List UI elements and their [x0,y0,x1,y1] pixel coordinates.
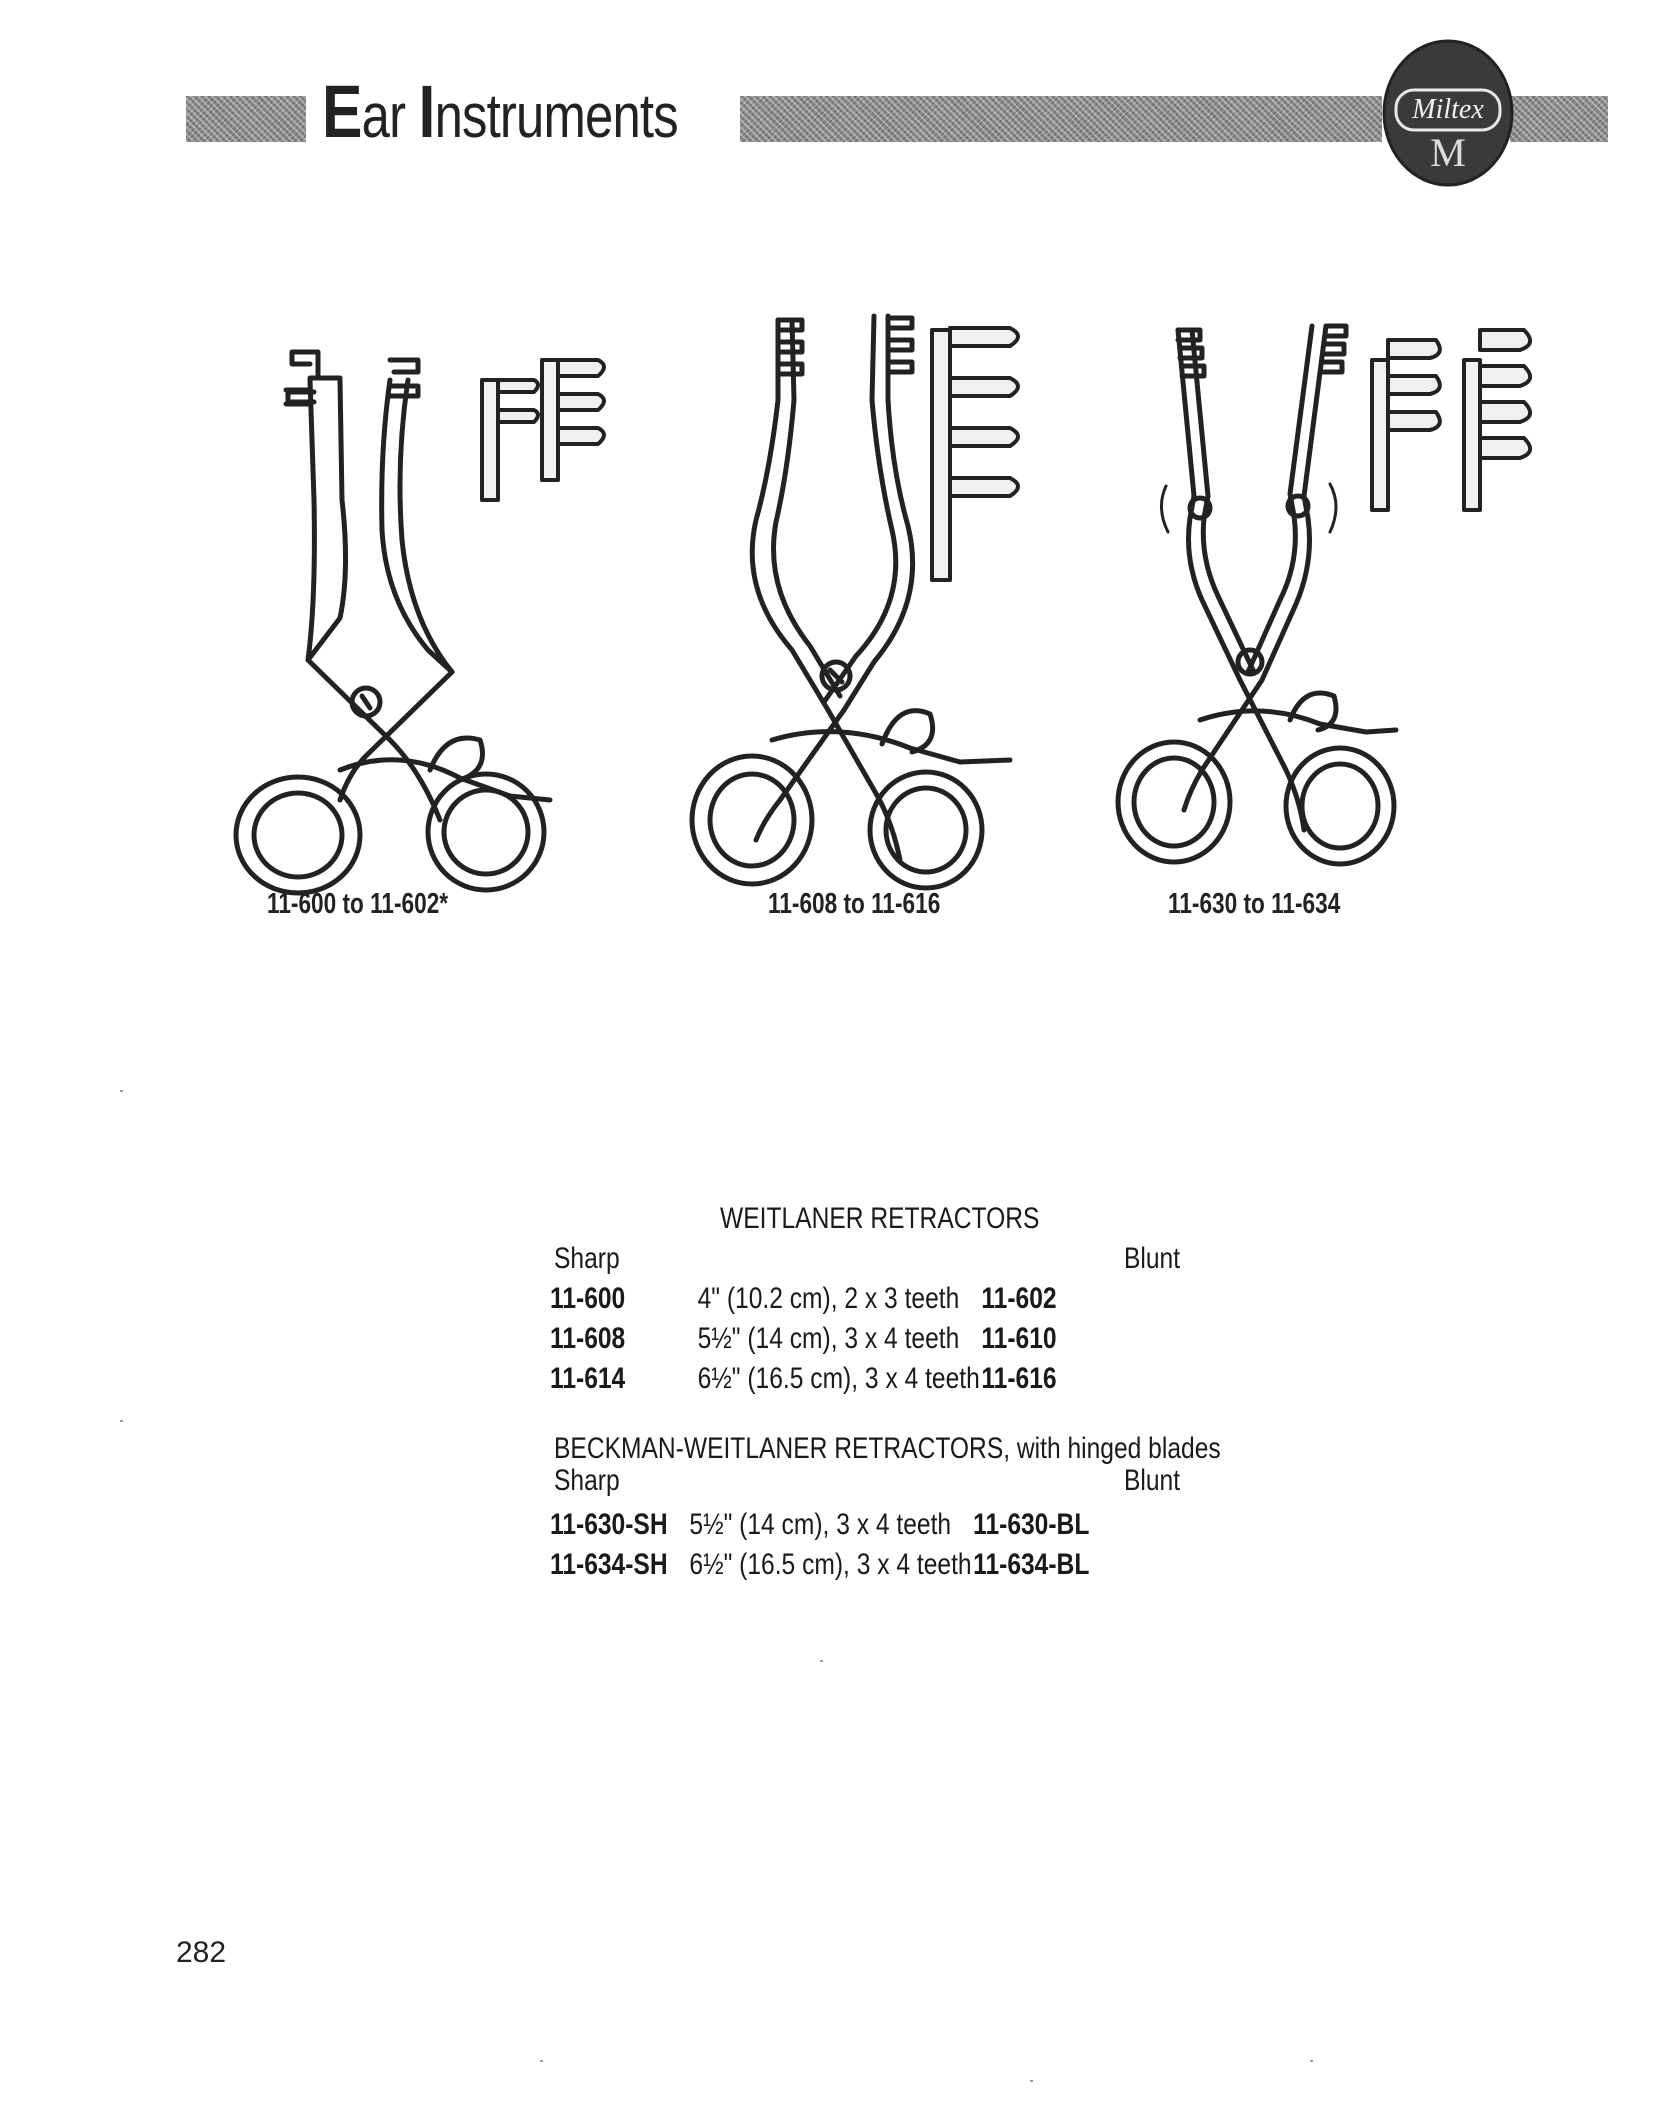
page-number: 282 [176,1936,227,1969]
beckman-heading: BECKMAN-WEITLANER RETRACTORS, with hinged blades [554,1432,1221,1465]
header-bar-middle [740,96,1382,142]
scan-speck [1030,2080,1033,2082]
retractor-illustration-weitlaner-3x4 [660,300,1140,900]
logo-wordmark: Miltex [1412,94,1484,125]
title-word-instruments: nstruments [434,82,678,151]
beckman-sharp-label: Sharp [554,1464,620,1497]
scan-speck [820,1660,823,1662]
retractor-illustration-beckman-weitlaner [1090,300,1570,900]
table-row [550,1280,1247,1318]
size-description: 5½" (14 cm), 3 x 4 teeth [689,1508,952,1541]
title-word-ear: ar [361,82,419,151]
table-row [550,1546,1247,1584]
sharp-catalog-number: 11-630-SH [550,1508,668,1541]
blunt-catalog-number: 11-602 [981,1282,1057,1315]
blunt-catalog-number: 11-630-BL [973,1508,1090,1541]
size-description: 6½" (16.5 cm), 3 x 4 teeth [689,1548,972,1581]
page-title [322,72,678,152]
instrument-caption-1: 11-600 to 11-602* [267,888,449,920]
brand-logo [1380,38,1516,188]
title-initial-i: I [418,70,435,153]
table-row [550,1506,1247,1544]
weitlaner-heading: WEITLANER RETRACTORS [720,1202,1040,1235]
beckman-blunt-label: Blunt [1124,1464,1181,1497]
size-description: 5½" (14 cm), 3 x 4 teeth [697,1322,960,1355]
size-description: 6½" (16.5 cm), 3 x 4 teeth [697,1362,980,1395]
title-initial-e: E [322,70,362,153]
sharp-catalog-number: 11-600 [550,1282,626,1315]
table-row [550,1360,1247,1398]
scan-speck [120,1420,123,1422]
blunt-catalog-number: 11-610 [981,1322,1057,1355]
instrument-caption-3: 11-630 to 11-634 [1168,888,1341,920]
header-bar-right [1510,96,1608,142]
scan-speck [120,1090,123,1092]
blunt-catalog-number: 11-634-BL [973,1548,1090,1581]
sharp-catalog-number: 11-634-SH [550,1548,668,1581]
table-row [550,1320,1247,1358]
instrument-caption-2: 11-608 to 11-616 [768,888,941,920]
header-bar-left [186,96,306,142]
weitlaner-blunt-label: Blunt [1124,1242,1181,1275]
sharp-catalog-number: 11-608 [550,1322,626,1355]
size-description: 4" (10.2 cm), 2 x 3 teeth [697,1282,960,1315]
weitlaner-sharp-label: Sharp [554,1242,620,1275]
sharp-catalog-number: 11-614 [550,1362,626,1395]
retractor-illustration-weitlaner-2x3 [190,300,670,900]
scan-speck [1310,2060,1313,2062]
scan-speck [540,2060,543,2062]
blunt-catalog-number: 11-616 [981,1362,1057,1395]
logo-monogram: M [1430,130,1466,175]
